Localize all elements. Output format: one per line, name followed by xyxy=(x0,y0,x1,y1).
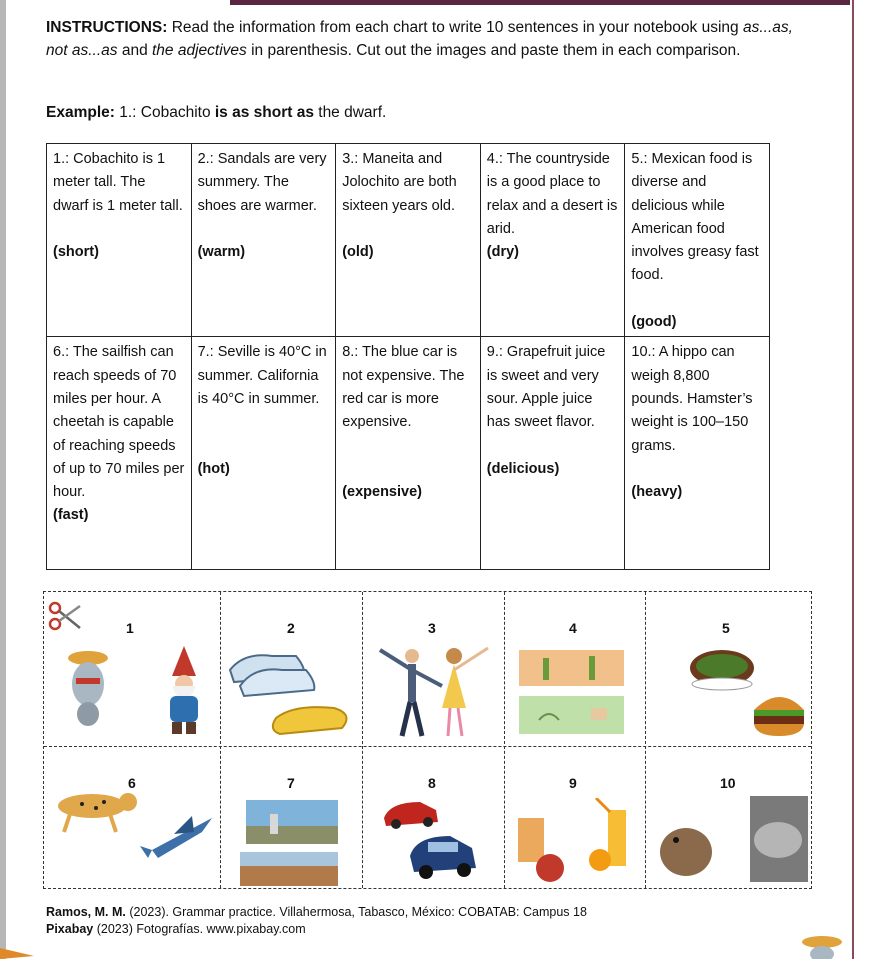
cell-text: 10.: A hippo can weigh 8,800 pounds. Hamster’s weight is 100–150 grams. xyxy=(631,344,753,454)
chart-cell-2 xyxy=(191,144,336,337)
instructions-text: Read the information from each chart to write 10 sentences in your notebook using xyxy=(167,19,743,36)
corner-decoration-icon xyxy=(0,944,40,959)
cell-adjective: (hot) xyxy=(197,460,230,477)
cell-text: 7.: Seville is 40°C in summer. California is 40°C in summer. xyxy=(197,344,327,407)
example xyxy=(46,104,386,122)
chart-cell-7 xyxy=(191,337,336,570)
cell-adjective: (warm) xyxy=(197,244,246,261)
shoes-and-sandals-image xyxy=(224,642,359,742)
reference-pixabay xyxy=(46,922,306,936)
instructions-label: INSTRUCTIONS: xyxy=(46,19,168,36)
image-number: 9 xyxy=(569,775,577,791)
chart-cell-8 xyxy=(336,337,481,570)
instructions-text: and xyxy=(117,42,152,59)
image-number: 7 xyxy=(287,775,295,791)
cell-text: 2.: Sandals are very summery. The shoes are warmer. xyxy=(197,151,327,214)
cell-text: 4.: The countryside is a good place to relax and a desert is arid. xyxy=(486,151,618,237)
image-number: 1 xyxy=(126,620,134,636)
comparison-chart xyxy=(46,143,770,570)
cobachito-and-dwarf-image xyxy=(64,644,214,742)
scissors-icon xyxy=(44,598,84,638)
hamster-and-hippo-image xyxy=(650,796,810,886)
couple-image xyxy=(370,640,500,744)
image-number: 5 xyxy=(722,620,730,636)
cut-line xyxy=(504,592,505,888)
chart-cell-6 xyxy=(47,337,192,570)
reference-ramos xyxy=(46,905,587,919)
chart-cell-5 xyxy=(625,144,770,337)
example-structure: is as short as xyxy=(214,104,314,121)
cut-line xyxy=(220,592,221,888)
desert-and-countryside-image xyxy=(519,650,624,740)
reference-text: (2023) Fotografías. www.pixabay.com xyxy=(93,922,306,936)
image-number: 2 xyxy=(287,620,295,636)
instructions-adjectives: the adjectives xyxy=(152,42,247,59)
reference-author: Pixabay xyxy=(46,922,94,936)
chart-cell-3 xyxy=(336,144,481,337)
cell-adjective: (delicious) xyxy=(486,460,560,477)
mascot-icon xyxy=(800,930,844,959)
cell-adjective: (dry) xyxy=(486,244,520,261)
cell-text: 9.: Grapefruit juice is sweet and very sour. Apple juice has sweet flavor. xyxy=(486,344,606,431)
image-number: 6 xyxy=(128,775,136,791)
chart-cell-4 xyxy=(480,144,625,337)
image-number: 10 xyxy=(720,775,736,791)
reference-text: (2023). Grammar practice. Villahermosa, Tabasco, México: COBATAB: Campus 18 xyxy=(125,905,587,919)
cell-text: 8.: The blue car is not expensive. The red car is more expensive. xyxy=(342,344,465,431)
instructions-text: in parenthesis. Cut out the images and paste them in each comparison. xyxy=(246,42,741,59)
chart-cell-9 xyxy=(480,337,625,570)
cell-adjective: (expensive) xyxy=(342,484,422,501)
cut-line xyxy=(44,746,811,747)
cell-adjective: (heavy) xyxy=(631,484,683,501)
instructions xyxy=(46,16,796,62)
seville-and-california-image xyxy=(240,800,350,888)
cell-adjective: (short) xyxy=(53,244,99,261)
chart-cell-10 xyxy=(625,337,770,570)
cell-text: 5.: Mexican food is diverse and delicious while American food involves greasy fast food. xyxy=(631,151,759,284)
page-edge xyxy=(0,0,6,959)
image-number: 8 xyxy=(428,775,436,791)
cell-adjective: (fast) xyxy=(53,507,89,524)
grapefruit-and-apple-juice-image xyxy=(516,798,626,886)
cell-text: 3.: Maneita and Jolochito are both sixteen years old. xyxy=(342,151,457,214)
example-label: Example: xyxy=(46,104,115,121)
cut-line xyxy=(362,592,363,888)
image-number: 4 xyxy=(569,620,577,636)
red-and-blue-car-image xyxy=(380,792,500,884)
cut-line xyxy=(645,592,646,888)
instructions-pattern: as...as, not as...as xyxy=(46,19,793,59)
header-bar xyxy=(230,0,850,5)
image-number: 3 xyxy=(428,620,436,636)
cell-adjective: (good) xyxy=(631,314,677,331)
cell-text: 1.: Cobachito is 1 meter tall. The dwarf is 1 meter tall. xyxy=(53,151,183,214)
chart-cell-1 xyxy=(47,144,192,337)
margin-rule xyxy=(852,0,854,959)
mexican-and-american-food-image xyxy=(684,640,809,740)
cheetah-and-sailfish-image xyxy=(52,788,217,884)
example-text: 1.: Cobachito xyxy=(114,104,215,121)
reference-author: Ramos, M. M. xyxy=(46,905,126,919)
cell-adjective: (old) xyxy=(342,244,374,261)
cutout-images-grid xyxy=(43,591,812,889)
example-text: the dwarf. xyxy=(313,104,387,121)
cell-text: 6.: The sailfish can reach speeds of 70 miles per hour. A cheetah is capable of reaching speeds of up to 70 miles per hour. xyxy=(53,344,185,501)
